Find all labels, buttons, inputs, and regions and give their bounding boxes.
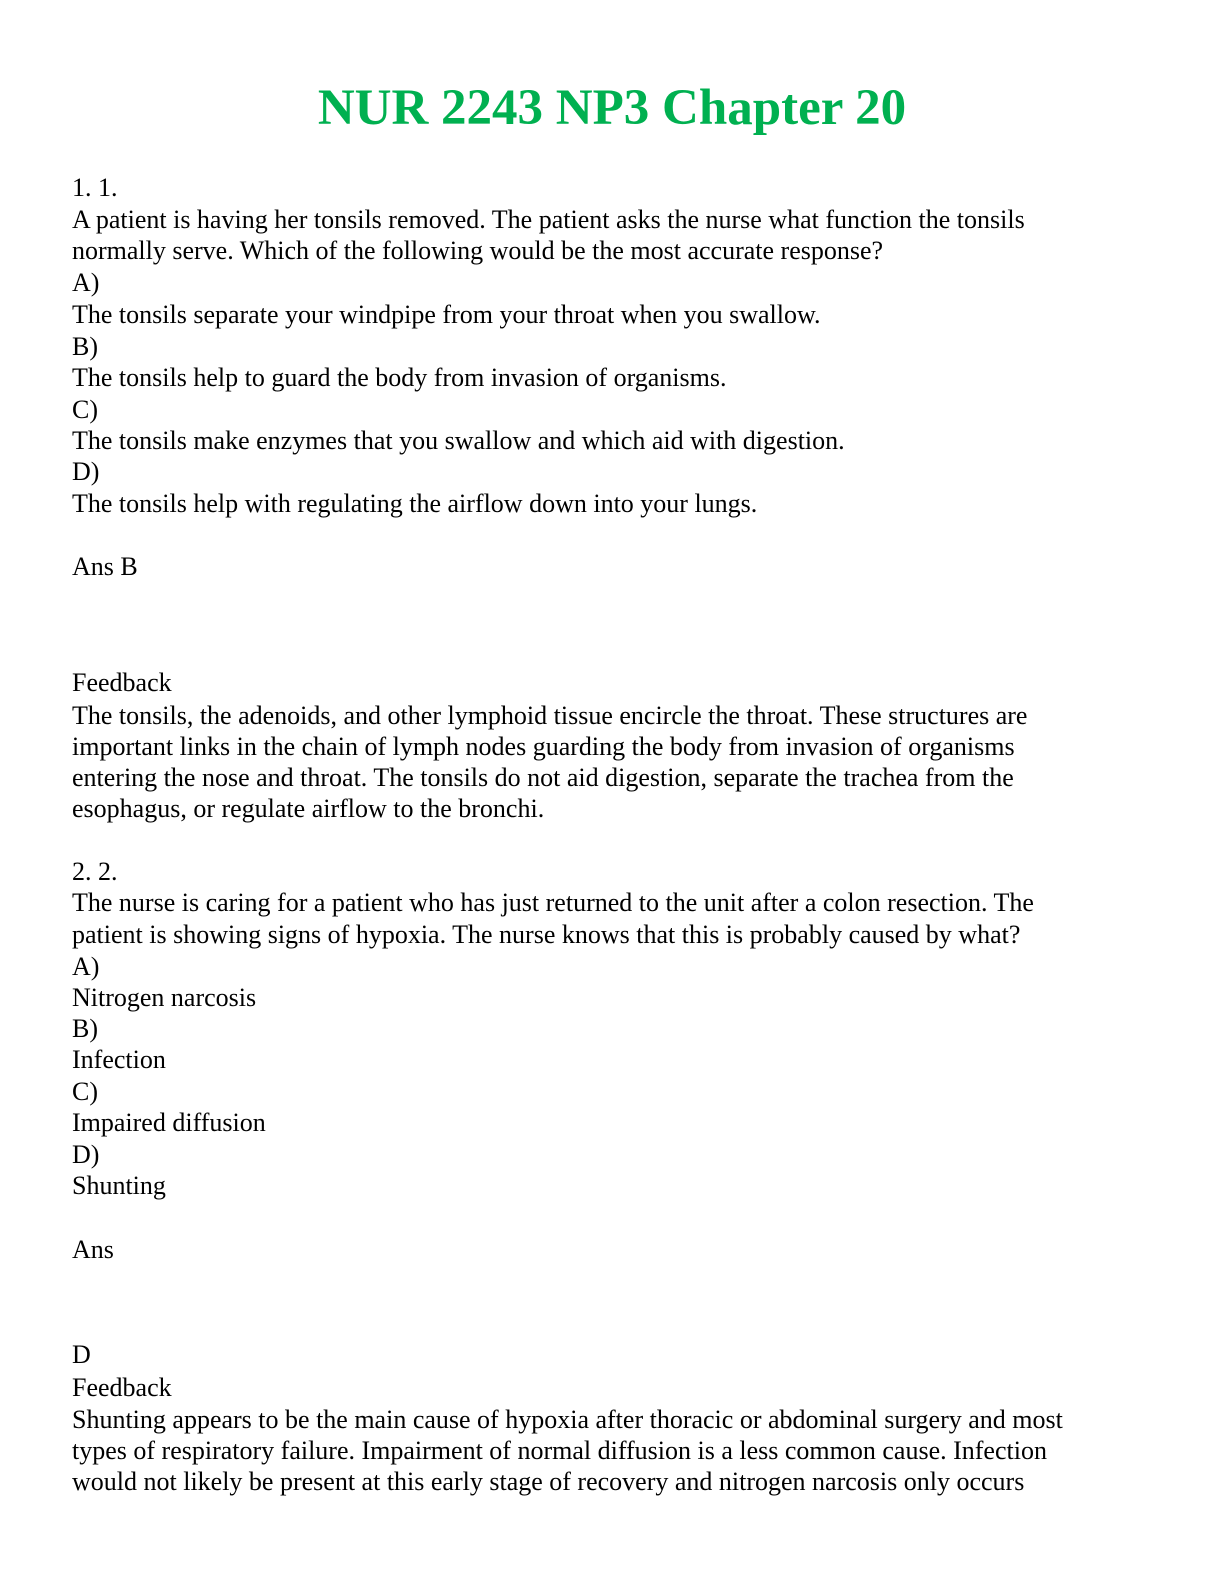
question-number: 2. 2. xyxy=(72,857,118,886)
option-text-c: Impaired diffusion xyxy=(72,1108,266,1137)
option-label-c: C) xyxy=(72,1077,98,1106)
feedback-label: Feedback xyxy=(72,1373,172,1402)
option-label-b: B) xyxy=(72,332,98,361)
feedback-line: Shunting appears to be the main cause of hypoxia after thoracic or abdominal surgery and most xyxy=(72,1405,1063,1434)
feedback-line: important links in the chain of lymph nodes guarding the body from invasion of organisms xyxy=(72,732,1015,761)
answer: Ans B xyxy=(72,552,138,581)
feedback-line: types of respiratory failure. Impairment of normal diffusion is a less common cause. Infection xyxy=(72,1436,1047,1465)
option-text-d: The tonsils help with regulating the airflow down into your lungs. xyxy=(72,489,758,518)
answer-letter: D xyxy=(72,1340,91,1369)
question-number: 1. 1. xyxy=(72,173,118,202)
option-text-b: Infection xyxy=(72,1045,166,1074)
document-title: NUR 2243 NP3 Chapter 20 xyxy=(317,80,907,136)
option-text-c: The tonsils make enzymes that you swallow and which aid with digestion. xyxy=(72,426,845,455)
option-text-a: The tonsils separate your windpipe from your throat when you swallow. xyxy=(72,300,821,329)
option-text-b: The tonsils help to guard the body from invasion of organisms. xyxy=(72,363,727,392)
feedback-line: would not likely be present at this early stage of recovery and nitrogen narcosis only occurs xyxy=(72,1467,1025,1496)
option-text-a: Nitrogen narcosis xyxy=(72,983,257,1012)
feedback-line: esophagus, or regulate airflow to the bronchi. xyxy=(72,794,545,823)
option-label-d: D) xyxy=(72,457,100,486)
option-label-a: A) xyxy=(72,952,100,981)
feedback-line: The tonsils, the adenoids, and other lymphoid tissue encircle the throat. These structures are xyxy=(72,701,1028,730)
option-label-b: B) xyxy=(72,1014,98,1043)
feedback-label: Feedback xyxy=(72,668,172,697)
option-label-c: C) xyxy=(72,395,98,424)
option-label-d: D) xyxy=(72,1140,100,1169)
question-stem-line: normally serve. Which of the following would be the most accurate response? xyxy=(72,236,884,265)
feedback-line: entering the nose and throat. The tonsils do not aid digestion, separate the trachea from the xyxy=(72,763,1014,792)
question-stem-line: patient is showing signs of hypoxia. The nurse knows that this is probably caused by what? xyxy=(72,920,1021,949)
question-stem-line: A patient is having her tonsils removed. The patient asks the nurse what function the tonsils xyxy=(72,205,1025,234)
option-label-a: A) xyxy=(72,268,100,297)
answer: Ans xyxy=(72,1235,114,1264)
question-stem-line: The nurse is caring for a patient who has just returned to the unit after a colon resection. The xyxy=(72,888,1034,917)
option-text-d: Shunting xyxy=(72,1171,166,1200)
